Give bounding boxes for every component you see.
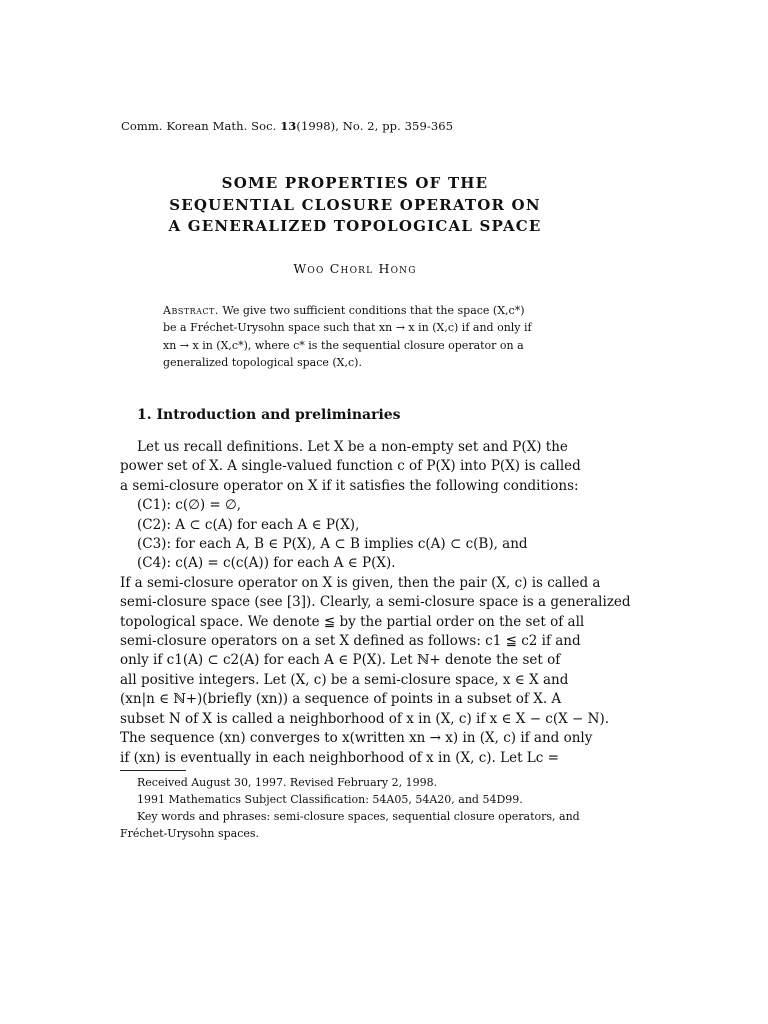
abstract-line: xn → x in (X,c*), where c* is the sequential closure operator on a <box>163 338 524 352</box>
journal-volume: 13 <box>280 119 297 133</box>
abstract-line: generalized topological space (X,c). <box>163 355 362 369</box>
abstract-text: We give two sufficient conditions that the space (X,c*) <box>222 304 525 317</box>
footnote-keywords-cont: Fréchet-Urysohn spaces. <box>120 827 260 840</box>
body-line: power set of X. A single-valued function c of P(X) into P(X) is called <box>120 458 581 475</box>
condition-c2: (C2): A ⊂ c(A) for each A ∈ P(X), <box>137 516 360 533</box>
journal-prefix: Comm. Korean Math. Soc. <box>121 119 281 133</box>
abstract-line: be a Fréchet-Urysohn space such that xn → x in (X,c) if and only if <box>163 321 532 335</box>
title-line: SOME PROPERTIES OF THE <box>221 174 489 192</box>
body-line: topological space. We denote ≦ by the partial order on the set of all <box>120 613 585 630</box>
author-name: Woo Chorl Hong <box>293 261 417 276</box>
body-line: subset N of X is called a neighborhood of x in (X, c) if x ∈ X − c(X − N). <box>120 710 610 727</box>
body-line: if (xn) is eventually in each neighborhood of x in (X, c). Let Lc = <box>120 749 559 766</box>
title-line: A GENERALIZED TOPOLOGICAL SPACE <box>168 217 542 235</box>
body-line: The sequence (xn) converges to x(written xn → x) in (X, c) if and only <box>120 730 593 747</box>
condition-c4: (C4): c(A) = c(c(A)) for each A ∈ P(X). <box>137 555 396 572</box>
body-text <box>120 438 631 768</box>
body-line: If a semi-closure operator on X is given, then the pair (X, c) is called a <box>120 574 601 591</box>
paper-title <box>120 173 590 238</box>
body-line: Let us recall definitions. Let X be a non-empty set and P(X) the <box>137 439 568 455</box>
journal-citation <box>121 119 453 133</box>
condition-c3: (C3): for each A, B ∈ P(X), A ⊂ B implies c(A) ⊂ c(B), and <box>137 536 528 553</box>
footnote-keywords: Key words and phrases: semi-closure spaces, sequential closure operators, and <box>137 810 580 823</box>
condition-c1: (C1): c(∅) = ∅, <box>137 497 242 514</box>
journal-suffix: (1998), No. 2, pp. 359-365 <box>296 119 454 133</box>
abstract-line <box>163 302 555 319</box>
body-line: all positive integers. Let (X, c) be a semi-closure space, x ∈ X and <box>120 671 569 688</box>
footnotes <box>120 774 590 842</box>
section-heading: 1. Introduction and preliminaries <box>137 407 401 423</box>
footnote-classification: 1991 Mathematics Subject Classification: 54A05, 54A20, and 54D99. <box>137 793 523 806</box>
footnote-received: Received August 30, 1997. Revised February 2, 1998. <box>137 776 438 789</box>
body-line: a semi-closure operator on X if it satisfies the following conditions: <box>120 477 579 494</box>
body-line: (xn|n ∈ ℕ+)(briefly (xn)) a sequence of points in a subset of X. A <box>120 691 562 708</box>
title-line: SEQUENTIAL CLOSURE OPERATOR ON <box>169 195 541 214</box>
body-line: semi-closure operators on a set X defined as follows: c1 ≦ c2 if and <box>120 633 581 650</box>
abstract <box>163 302 555 371</box>
body-line: semi-closure space (see [3]). Clearly, a semi-closure space is a generalized <box>120 594 631 611</box>
footnote-rule <box>120 770 186 771</box>
abstract-lead: Abstract. <box>163 304 219 317</box>
body-line: only if c1(A) ⊂ c2(A) for each A ∈ P(X). Let ℕ+ denote the set of <box>120 652 561 669</box>
